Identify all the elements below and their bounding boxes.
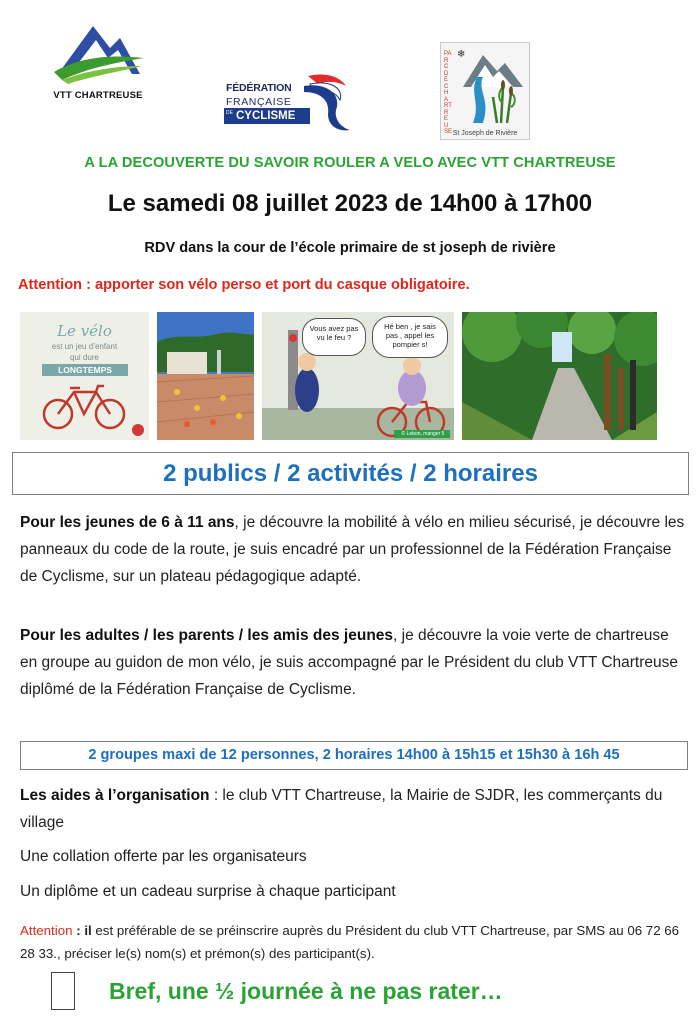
ffc-logo-small: DE — [226, 110, 233, 116]
registration-note-il: il — [84, 923, 92, 938]
poster-banner: LONGTEMPS — [42, 364, 128, 376]
ffc-logo — [222, 70, 352, 136]
vtt-logo-caption: VTT CHARTREUSE — [53, 90, 143, 101]
st-joseph-park-logo — [440, 42, 530, 140]
greenway-scene-icon — [462, 312, 657, 440]
sponsors-paragraph-body: : le club VTT Chartreuse, la Mairie de SJDR, les commerçants du village — [20, 787, 663, 831]
red-bicycle-icon — [40, 382, 130, 432]
event-subtitle: A LA DECOUVERTE DU SAVOIR ROULER A VELO AVEC VTT CHARTREUSE — [84, 155, 616, 171]
diploma-line: Un diplôme et un cadeau surprise à chaque participant — [20, 883, 396, 900]
park-logo-caption: St Joseph de Rivière — [452, 130, 518, 137]
youth-paragraph-lead: Pour les jeunes de 6 à 11 ans — [20, 514, 235, 531]
cartoon-credit: © Lebon, manger 5 — [401, 431, 445, 437]
poster-photo — [20, 312, 149, 440]
poster-title: Le vélo — [57, 322, 112, 340]
schoolyard-scene-icon — [157, 312, 254, 440]
mountain-logo-icon — [48, 14, 148, 88]
registration-note-attention: Attention — [20, 923, 73, 938]
greenway-photo — [462, 312, 657, 440]
ffc-logo-line2: FRANÇAISE — [226, 96, 292, 108]
vtt-chartreuse-logo — [48, 14, 148, 104]
adults-paragraph — [20, 622, 688, 703]
ffc-logo-line1: FÉDÉRATION — [226, 82, 292, 94]
adults-paragraph-lead: Pour les adultes / les parents / les amis des jeunes — [20, 627, 394, 644]
waterfall-logo-icon — [453, 47, 525, 125]
park-logo-side-text: PARC DE CHARTREUSE — [444, 51, 453, 135]
publics-activities-banner: 2 publics / 2 activités / 2 horaires — [12, 452, 689, 495]
meeting-point: RDV dans la cour de l’école primaire de st joseph de rivière — [144, 240, 556, 256]
speech-bubble-right-text: Hé ben , je sais pas , appel les pompier s! — [384, 322, 436, 349]
registration-note — [20, 919, 688, 965]
registration-note-colon: : — [72, 923, 85, 938]
cartoon-photo — [262, 312, 454, 440]
helmet-warning: Attention : apporter son vélo perso et port du casque obligatoire. — [18, 277, 470, 293]
poster-line2: qui dure — [70, 353, 99, 362]
youth-paragraph — [20, 509, 688, 590]
groups-schedule-banner: 2 groupes maxi de 12 personnes, 2 horaires 14h00 à 15h15 et 15h30 à 16h 45 — [20, 741, 688, 770]
empty-checkbox[interactable] — [51, 972, 75, 1010]
poster-line1: est un jeu d’enfant — [51, 342, 118, 351]
speech-bubble-left-text: Vous avez pas vu le feu ? — [309, 324, 359, 342]
closing-tagline: Bref, une ½ journée à ne pas rater… — [109, 978, 503, 1004]
svg-text:❄: ❄ — [457, 49, 466, 60]
ffc-logo-line3: CYCLISME — [224, 108, 310, 124]
snack-line: Une collation offerte par les organisateurs — [20, 848, 307, 865]
ffc-swoosh-icon — [300, 70, 352, 136]
registration-note-body: est préférable de se préinscrire auprès du Président du club VTT Chartreuse, par SMS au 06 72 66 28 33., préciser le(s) nom(s) et prémon(s) des participant(s). — [20, 923, 680, 961]
schoolyard-photo — [157, 312, 254, 440]
sponsors-paragraph — [20, 782, 688, 836]
event-date: Le samedi 08 juillet 2023 de 14h00 à 17h00 — [107, 190, 593, 217]
poster-badge-icon — [132, 424, 144, 436]
adults-paragraph-body: , je découvre la voie verte de chartreuse en groupe au guidon de mon vélo, je suis accompagné par le Président du club VTT Chartreuse diplômé de la Fédération Française de Cyclisme. — [20, 627, 679, 698]
sponsors-paragraph-lead: Les aides à l’organisation — [20, 787, 210, 804]
youth-paragraph-body: , je découvre la mobilité à vélo en milieu sécurisé, je découvre les panneaux du code de la route, je suis encadré par un professionnel de la Fédération Française de Cyclisme, sur un plateau pédagogique adapté. — [20, 514, 685, 585]
